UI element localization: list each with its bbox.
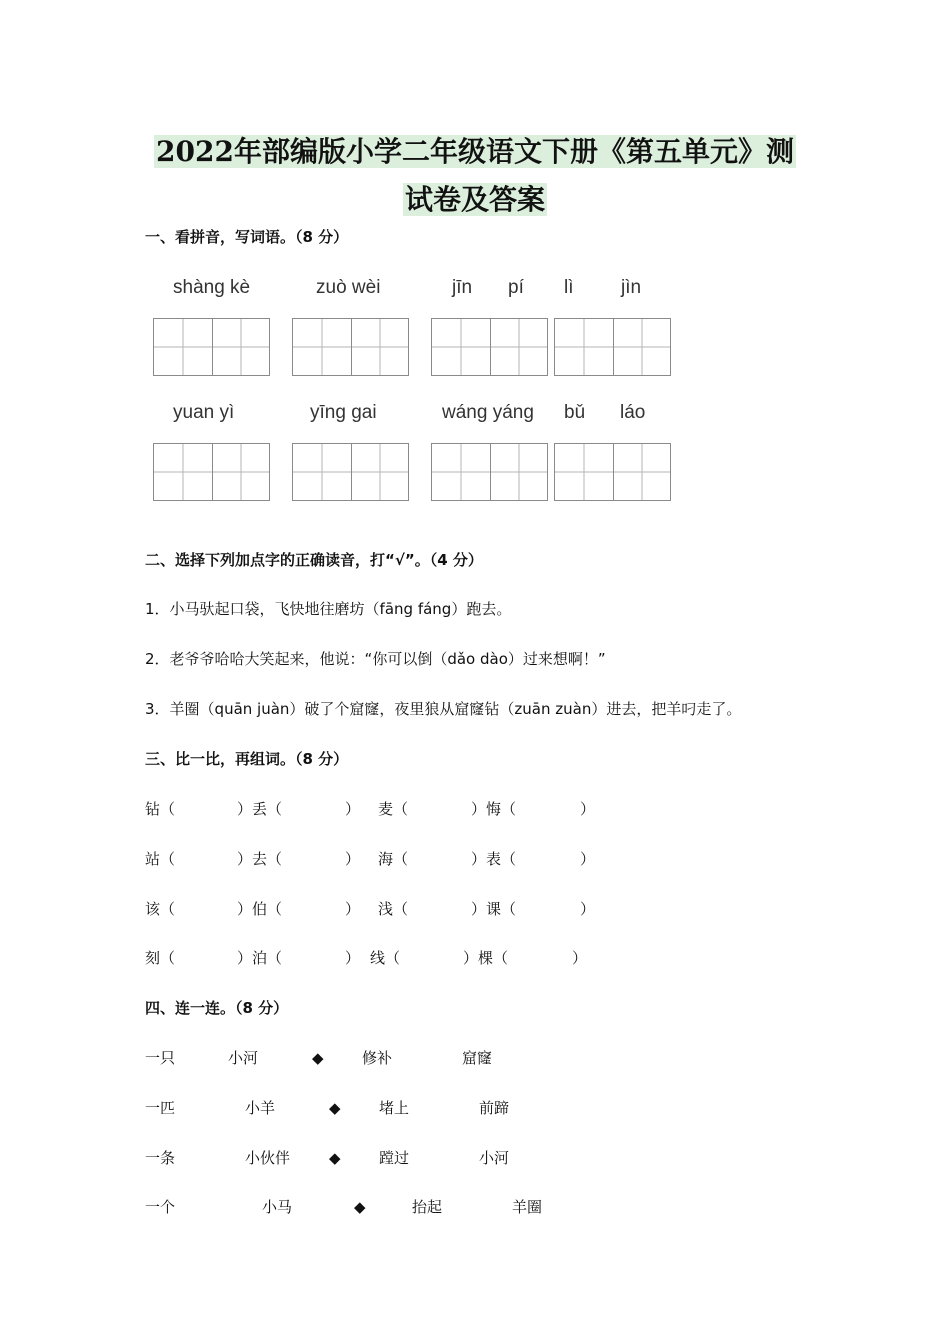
document-title-line-2: 试卷及答案 [404, 183, 545, 216]
grid-cell[interactable] [351, 319, 409, 375]
char-blank: ）泊（ [237, 949, 283, 967]
pinyin: zuò wèi [316, 277, 381, 298]
match-right-verb[interactable]: 抬起 [412, 1198, 443, 1216]
match-right-verb[interactable]: 蹚过 [379, 1149, 410, 1167]
grid-cell[interactable] [212, 319, 270, 375]
char-blank: 钻（ [145, 800, 176, 818]
document-title-line-1: 2022年部编版小学二年级语文下册《第五单元》测 [156, 135, 794, 168]
section-1-heading: 一、看拼音，写词语。（8 分） [145, 228, 349, 246]
pinyin: yuan yì [173, 402, 235, 423]
writing-grid[interactable] [153, 443, 270, 501]
match-diamond-icon: ◆ [354, 1198, 366, 1216]
grid-cell[interactable] [154, 444, 212, 500]
match-left-noun[interactable]: 小伙伴 [245, 1149, 291, 1167]
char-blank: 海（ [378, 850, 409, 868]
match-diamond-icon: ◆ [329, 1149, 341, 1167]
match-left-measure: 一个 [145, 1198, 176, 1216]
match-left-measure: 一匹 [145, 1099, 176, 1117]
match-right-verb[interactable]: 堵上 [379, 1099, 410, 1117]
match-right-noun[interactable]: 羊圈 [512, 1198, 543, 1216]
question-item: 2．老爷爷哈哈大笑起来，他说：“你可以倒（dǎo dào）过来想啊！” [145, 650, 606, 668]
question-item: 1．小马驮起口袋，飞快地往磨坊（fāng fáng）跑去。 [145, 600, 512, 618]
grid-cell[interactable] [555, 319, 613, 375]
char-blank: ） [345, 800, 361, 818]
grid-cell[interactable] [154, 319, 212, 375]
writing-grid[interactable] [554, 443, 671, 501]
char-blank: 该（ [145, 900, 176, 918]
char-blank: ）悔（ [471, 800, 517, 818]
pinyin: láo [620, 402, 646, 423]
grid-cell[interactable] [293, 444, 351, 500]
match-right-verb[interactable]: 修补 [362, 1049, 393, 1067]
grid-cell[interactable] [613, 319, 671, 375]
question-item: 3．羊圈（quān juàn）破了个窟窿，夜里狼从窟窿钻（zuān zuàn）进去，把羊叼走了。 [145, 700, 742, 718]
pinyin: shàng kè [173, 277, 251, 298]
match-right-noun[interactable]: 小河 [479, 1149, 510, 1167]
pinyin: jīn [452, 277, 473, 298]
char-blank: 站（ [145, 850, 176, 868]
writing-grid[interactable] [292, 318, 409, 376]
match-right-noun[interactable]: 前蹄 [479, 1099, 510, 1117]
char-blank: ） [580, 900, 596, 918]
pinyin: jìn [621, 277, 642, 298]
char-blank: ） [345, 900, 361, 918]
pinyin: wáng yáng [442, 402, 534, 423]
char-blank: ） [345, 949, 361, 967]
grid-cell[interactable] [555, 444, 613, 500]
writing-grid[interactable] [153, 318, 270, 376]
char-blank: ）丢（ [237, 800, 283, 818]
grid-cell[interactable] [212, 444, 270, 500]
pinyin: yīng gai [310, 402, 377, 423]
grid-cell[interactable] [351, 444, 409, 500]
match-left-measure: 一只 [145, 1049, 176, 1067]
section-4-heading: 四、连一连。（8 分） [145, 999, 289, 1017]
match-diamond-icon: ◆ [329, 1099, 341, 1117]
char-blank: 麦（ [378, 800, 409, 818]
char-blank: 线（ [370, 949, 401, 967]
writing-grid[interactable] [292, 443, 409, 501]
grid-cell[interactable] [613, 444, 671, 500]
grid-cell[interactable] [432, 444, 490, 500]
match-diamond-icon: ◆ [312, 1049, 324, 1067]
match-left-noun[interactable]: 小河 [228, 1049, 259, 1067]
char-blank: ）去（ [237, 850, 283, 868]
char-blank: ） [580, 800, 596, 818]
char-blank: ）课（ [471, 900, 517, 918]
pinyin: bǔ [564, 402, 586, 423]
char-blank: 刻（ [145, 949, 176, 967]
char-blank: ）伯（ [237, 900, 283, 918]
grid-cell[interactable] [432, 319, 490, 375]
section-3-heading: 三、比一比，再组词。（8 分） [145, 750, 349, 768]
pinyin: lì [564, 277, 574, 298]
char-blank: ）棵（ [463, 949, 509, 967]
writing-grid[interactable] [554, 318, 671, 376]
char-blank: 浅（ [378, 900, 409, 918]
grid-cell[interactable] [293, 319, 351, 375]
writing-grid[interactable] [431, 443, 548, 501]
match-right-noun[interactable]: 窟窿 [462, 1049, 493, 1067]
grid-cell[interactable] [490, 319, 548, 375]
char-blank: ）表（ [471, 850, 517, 868]
match-left-noun[interactable]: 小马 [262, 1198, 293, 1216]
char-blank: ） [580, 850, 596, 868]
pinyin: pí [508, 277, 524, 298]
char-blank: ） [345, 850, 361, 868]
match-left-measure: 一条 [145, 1149, 176, 1167]
writing-grid[interactable] [431, 318, 548, 376]
section-2-heading: 二、选择下列加点字的正确读音，打“√”。（4 分） [145, 551, 483, 569]
char-blank: ） [572, 949, 588, 967]
match-left-noun[interactable]: 小羊 [245, 1099, 276, 1117]
grid-cell[interactable] [490, 444, 548, 500]
